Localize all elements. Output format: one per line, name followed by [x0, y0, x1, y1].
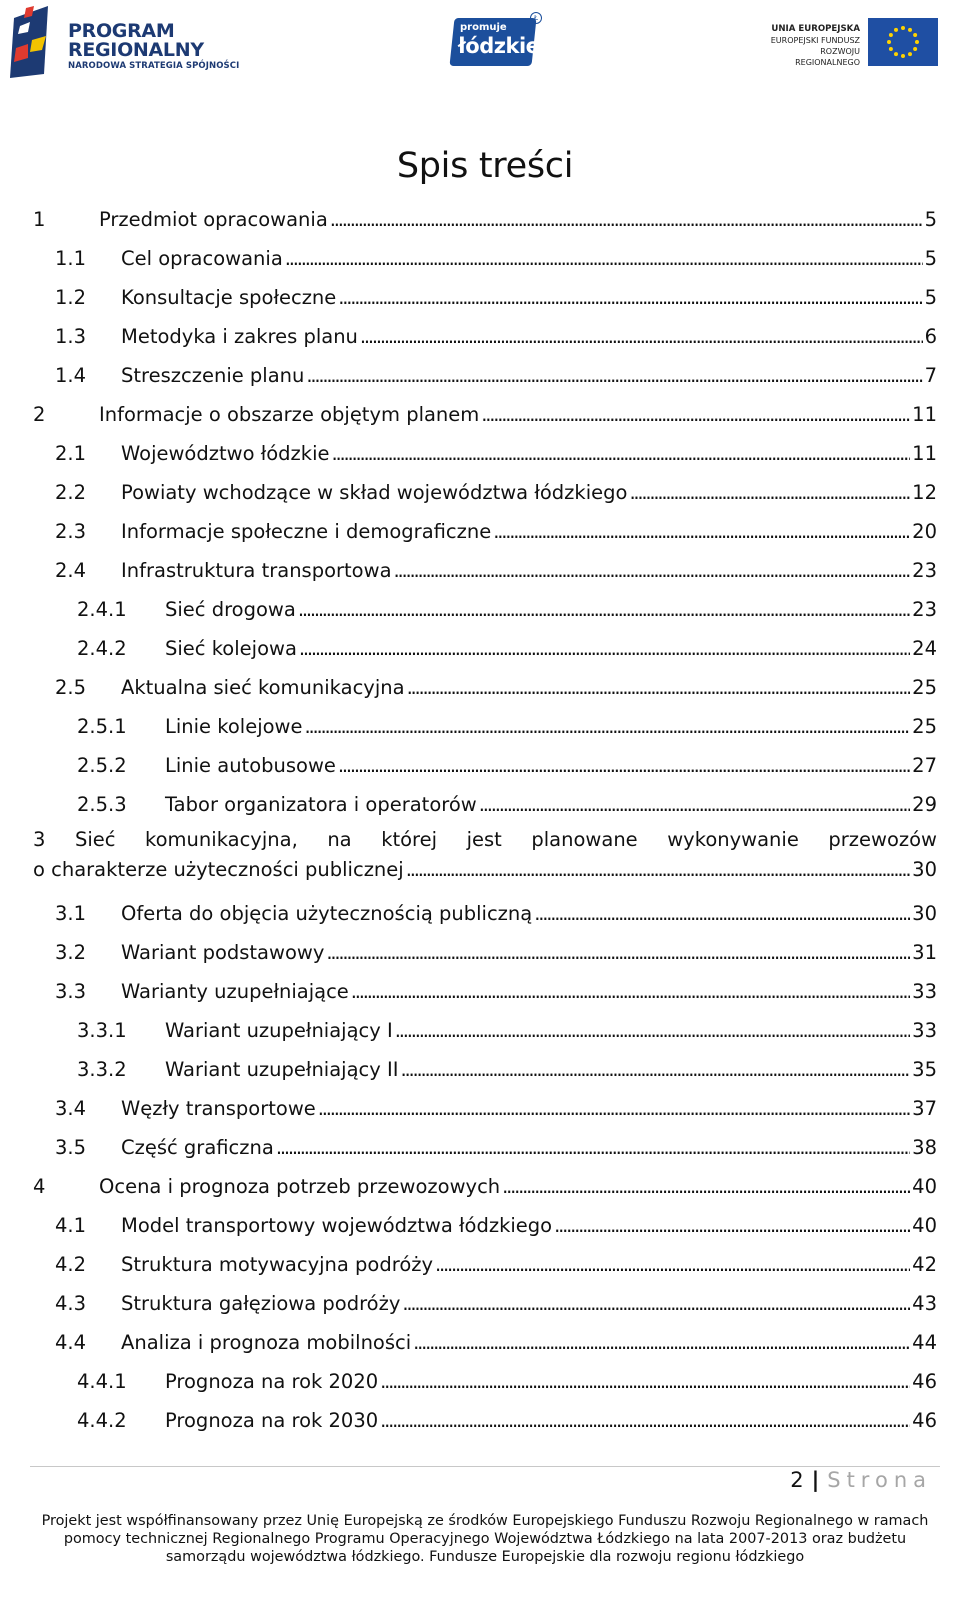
- toc-entry-title: Prognoza na rok 2020: [165, 1370, 379, 1393]
- toc-leader-dots: [554, 1214, 910, 1237]
- toc-leader-dots: [360, 325, 923, 348]
- footer-note: [0, 1512, 960, 1566]
- promuje-lodzkie-logo: [452, 12, 542, 68]
- eu-logo: [756, 14, 940, 68]
- toc-entry-number: 3.3: [55, 980, 87, 1003]
- toc-entry-number: 3.1: [55, 902, 87, 925]
- page-number-value: 2: [790, 1468, 804, 1492]
- toc-entry-number: 2.2: [55, 481, 87, 504]
- toc-entry-title: Cel opracowania: [121, 247, 283, 270]
- toc-entry-1-4[interactable]: [33, 356, 937, 395]
- toc-entry-3-3-1[interactable]: [33, 1011, 937, 1050]
- toc-entry-1[interactable]: [33, 200, 937, 239]
- toc-leader-dots: [351, 980, 910, 1003]
- toc-entry-title: Struktura gałęziowa podróży: [121, 1292, 401, 1315]
- toc-entry-title-continued: o charakterze użyteczności publicznej: [33, 858, 404, 881]
- toc-entry-title-word: na: [327, 828, 352, 851]
- toc-entry-title-word: Sieć: [74, 828, 116, 851]
- program-regionalny-logo: [6, 4, 246, 82]
- toc-entry-3[interactable]: [33, 824, 937, 894]
- toc-entry-title: Przedmiot opracowania: [99, 208, 328, 231]
- program-regionalny-emblem-icon: [6, 4, 62, 80]
- toc-leader-dots: [285, 247, 923, 270]
- eu-flag-icon: [868, 18, 938, 66]
- toc-entry-4[interactable]: [33, 1167, 937, 1206]
- toc-entry-title: Wariant podstawowy: [121, 941, 325, 964]
- toc-entry-number: 3.3.2: [77, 1058, 127, 1081]
- toc-entry-number: 2.5: [55, 676, 87, 699]
- footer-line-2: pomocy technicznej Regionalnego Programu Operacyjnego Województwa Łódzkiego na lata 2007-2013 oraz budżetu: [63, 1531, 907, 1547]
- toc-leader-dots: [413, 1331, 910, 1354]
- toc-entry-number: 2.5.1: [77, 715, 127, 738]
- toc-entry-page: 5: [924, 208, 937, 231]
- toc-entry-page: 35: [912, 1058, 937, 1081]
- eu-star-icon: [894, 52, 898, 56]
- toc-entry-page: 11: [912, 403, 937, 426]
- toc-leader-dots: [330, 208, 923, 231]
- toc-leader-dots: [395, 1019, 910, 1042]
- toc-entry-title: Sieć drogowa: [165, 598, 296, 621]
- toc-entry-2-5-2[interactable]: [33, 746, 937, 785]
- eu-text-union: UNIA EUROPEJSKA: [771, 24, 860, 34]
- toc-leader-dots: [406, 858, 910, 881]
- eu-star-icon: [901, 26, 905, 30]
- toc-leader-dots: [479, 793, 910, 816]
- toc-leader-dots: [407, 676, 911, 699]
- logo-text-program: PROGRAM: [68, 20, 175, 42]
- toc-entry-3-5[interactable]: [33, 1128, 937, 1167]
- toc-entry-page: 6: [924, 325, 937, 348]
- toc-entry-2-4-1[interactable]: [33, 590, 937, 629]
- toc-entry-number: 4.4.2: [77, 1409, 127, 1432]
- eu-star-icon: [908, 52, 912, 56]
- toc-entry-2-3[interactable]: [33, 512, 937, 551]
- toc-leader-dots: [493, 520, 910, 543]
- toc-entry-page: 20: [912, 520, 937, 543]
- toc-entry-page: 46: [912, 1370, 937, 1393]
- toc-entry-page: 33: [912, 1019, 937, 1042]
- toc-entry-title: Aktualna sieć komunikacyjna: [121, 676, 405, 699]
- page-title: Spis treści: [396, 146, 574, 186]
- toc-entry-number: 1: [33, 208, 46, 231]
- toc-entry-number: 4.3: [55, 1292, 87, 1315]
- toc-entry-number: 4.4.1: [77, 1370, 127, 1393]
- toc-entry-3-3-2[interactable]: [33, 1050, 937, 1089]
- toc-entry-4-1[interactable]: [33, 1206, 937, 1245]
- toc-entry-title: Ocena i prognoza potrzeb przewozowych: [99, 1175, 501, 1198]
- toc-entry-title: Wariant uzupełniający I: [165, 1019, 393, 1042]
- toc-entry-2-4[interactable]: [33, 551, 937, 590]
- toc-entry-3-3[interactable]: [33, 972, 937, 1011]
- toc-entry-title: Informacje społeczne i demograficzne: [121, 520, 492, 543]
- footer-line-3: samorządu województwa łódzkiego. Fundusze Europejskie dla rozwoju regionu łódzkiego: [165, 1549, 805, 1565]
- toc-entry-number: 4: [33, 1175, 46, 1198]
- toc-entry-page: 38: [912, 1136, 937, 1159]
- toc-entry-2-1[interactable]: [33, 434, 937, 473]
- toc-entry-page: 23: [912, 559, 937, 582]
- eu-star-icon: [889, 47, 893, 51]
- toc-entry-title: Prognoza na rok 2030: [165, 1409, 379, 1432]
- toc-entry-2-5[interactable]: [33, 668, 937, 707]
- toc-entry-number: 3.4: [55, 1097, 87, 1120]
- toc-entry-title-word: przewozów: [828, 828, 937, 851]
- toc-entry-number: 4.4: [55, 1331, 87, 1354]
- toc-entry-1-3[interactable]: [33, 317, 937, 356]
- toc-entry-4-2[interactable]: [33, 1245, 937, 1284]
- toc-entry-page: 7: [924, 364, 937, 387]
- toc-entry-4-3[interactable]: [33, 1284, 937, 1323]
- page-number-label: Strona: [827, 1468, 932, 1492]
- toc-entry-page: 24: [912, 637, 937, 660]
- toc-leader-dots: [338, 286, 922, 309]
- toc-entry-number: 1.4: [55, 364, 87, 387]
- toc-leader-dots: [306, 364, 922, 387]
- toc-entry-3-2[interactable]: [33, 933, 937, 972]
- footer-line-1: Projekt jest współfinansowany przez Unię Europejską ze środków Europejskiego Funduszu Rozwoju Regionalnego w ramach: [41, 1513, 929, 1529]
- toc-entry-2-5-3[interactable]: [33, 785, 937, 824]
- toc-leader-dots: [318, 1097, 910, 1120]
- toc-entry-title-word: której: [381, 828, 438, 851]
- toc-entry-number: 4.1: [55, 1214, 87, 1237]
- toc-entry-page: 29: [912, 793, 937, 816]
- toc-entry-page: 46: [912, 1409, 937, 1432]
- page-number-separator: |: [811, 1468, 820, 1492]
- toc-entry-number: 2.5.2: [77, 754, 127, 777]
- toc-entry-page: 25: [912, 676, 937, 699]
- toc-leader-dots: [298, 598, 910, 621]
- toc-entry-title: Model transportowy województwa łódzkiego: [121, 1214, 553, 1237]
- toc-entry-title: Linie autobusowe: [165, 754, 336, 777]
- toc-entry-1-1[interactable]: [33, 239, 937, 278]
- toc-entry-title: Warianty uzupełniające: [121, 980, 349, 1003]
- toc-entry-title: Analiza i prognoza mobilności: [121, 1331, 412, 1354]
- toc-entry-number: 2.5.3: [77, 793, 127, 816]
- toc-entry-number: 2.4.2: [77, 637, 127, 660]
- toc-leader-dots: [380, 1370, 910, 1393]
- toc-entry-title: Sieć kolejowa: [165, 637, 297, 660]
- table-of-contents: [33, 200, 937, 1440]
- toc-leader-dots: [481, 403, 910, 426]
- toc-entry-3-4[interactable]: [33, 1089, 937, 1128]
- toc-entry-title: Konsultacje społeczne: [121, 286, 337, 309]
- toc-entry-title: Infrastruktura transportowa: [121, 559, 392, 582]
- lodzkie-text: łódzkie: [458, 34, 540, 58]
- toc-leader-dots: [276, 1136, 910, 1159]
- toc-entry-page: 25: [912, 715, 937, 738]
- toc-entry-number: 1.3: [55, 325, 87, 348]
- toc-leader-dots: [629, 481, 910, 504]
- toc-entry-page: 12: [912, 481, 937, 504]
- toc-entry-3-1[interactable]: [33, 894, 937, 933]
- toc-entry-page: 23: [912, 598, 937, 621]
- toc-entry-number: 3.5: [55, 1136, 87, 1159]
- toc-leader-dots: [534, 902, 910, 925]
- toc-entry-number: 1.2: [55, 286, 87, 309]
- toc-entry-2-4-2[interactable]: [33, 629, 937, 668]
- toc-entry-1-2[interactable]: [33, 278, 937, 317]
- toc-entry-page: 42: [912, 1253, 937, 1276]
- logo-text-subtitle: NARODOWA STRATEGIA SPÓJNOŚCI: [68, 61, 240, 71]
- toc-entry-4-4-2[interactable]: [33, 1401, 937, 1440]
- toc-entry-title-word: wykonywanie: [667, 828, 799, 851]
- toc-entry-title: Województwo łódzkie: [121, 442, 330, 465]
- toc-entry-title: Część graficzna: [121, 1136, 274, 1159]
- toc-entry-page: 5: [924, 247, 937, 270]
- toc-entry-page: 33: [912, 980, 937, 1003]
- eu-star-icon: [894, 28, 898, 32]
- toc-entry-4-4[interactable]: [33, 1323, 937, 1362]
- page-number: [790, 1468, 932, 1492]
- toc-leader-dots: [338, 754, 910, 777]
- toc-entry-number: 1.1: [55, 247, 87, 270]
- toc-entry-page: 5: [924, 286, 937, 309]
- toc-entry-2-2[interactable]: [33, 473, 937, 512]
- toc-entry-page: 11: [912, 442, 937, 465]
- toc-entry-title: Streszczenie planu: [121, 364, 305, 387]
- toc-entry-title-word: komunikacyjna,: [145, 828, 298, 851]
- toc-leader-dots: [401, 1058, 911, 1081]
- toc-leader-dots: [305, 715, 911, 738]
- lodzkie-mark-icon: Ł: [530, 12, 542, 24]
- eu-text-regional: ROZWOJU REGIONALNEGO: [795, 47, 860, 67]
- toc-entry-2-5-1[interactable]: [33, 707, 937, 746]
- eu-star-icon: [889, 33, 893, 37]
- toc-entry-page: 37: [912, 1097, 937, 1120]
- toc-entry-page: 30: [912, 902, 937, 925]
- eu-star-icon: [913, 33, 917, 37]
- eu-star-icon: [908, 28, 912, 32]
- toc-leader-dots: [299, 637, 910, 660]
- toc-entry-page: 30: [912, 858, 937, 881]
- toc-entry-title-word: jest: [466, 828, 502, 851]
- eu-star-icon: [913, 47, 917, 51]
- toc-entry-page: 40: [912, 1175, 937, 1198]
- toc-entry-page: 44: [912, 1331, 937, 1354]
- toc-entry-title: Wariant uzupełniający II: [165, 1058, 399, 1081]
- toc-entry-page: 43: [912, 1292, 937, 1315]
- logo-text-regionalny: REGIONALNY: [68, 39, 204, 61]
- toc-entry-number: 3: [33, 828, 46, 851]
- toc-entry-number: 2.1: [55, 442, 87, 465]
- toc-leader-dots: [332, 442, 911, 465]
- toc-entry-number: 3.3.1: [77, 1019, 127, 1042]
- promuje-text: promuje: [460, 22, 507, 33]
- footer-divider: [30, 1466, 940, 1467]
- toc-leader-dots: [402, 1292, 910, 1315]
- toc-entry-title: Metodyka i zakres planu: [121, 325, 358, 348]
- toc-entry-number: 2.3: [55, 520, 87, 543]
- toc-entry-4-4-1[interactable]: [33, 1362, 937, 1401]
- toc-entry-number: 3.2: [55, 941, 87, 964]
- toc-entry-number: 4.2: [55, 1253, 87, 1276]
- toc-entry-page: 40: [912, 1214, 937, 1237]
- toc-entry-title: Powiaty wchodzące w skład województwa łódzkiego: [121, 481, 628, 504]
- toc-entry-2[interactable]: [33, 395, 937, 434]
- toc-entry-number: 2: [33, 403, 46, 426]
- eu-text-fund: EUROPEJSKI FUNDUSZ: [770, 36, 860, 45]
- toc-entry-title: Linie kolejowe: [165, 715, 303, 738]
- toc-entry-page: 27: [912, 754, 937, 777]
- toc-leader-dots: [326, 941, 910, 964]
- toc-entry-number: 2.4.1: [77, 598, 127, 621]
- toc-entry-page: 31: [912, 941, 937, 964]
- toc-entry-title: Tabor organizatora i operatorów: [165, 793, 477, 816]
- toc-leader-dots: [380, 1409, 910, 1432]
- toc-entry-title-word: planowane: [531, 828, 638, 851]
- eu-star-icon: [915, 40, 919, 44]
- toc-leader-dots: [502, 1175, 910, 1198]
- toc-entry-title: Oferta do objęcia użytecznością publiczną: [121, 902, 533, 925]
- toc-entry-title: Informacje o obszarze objętym planem: [99, 403, 480, 426]
- toc-leader-dots: [394, 559, 911, 582]
- toc-leader-dots: [435, 1253, 910, 1276]
- toc-entry-title: Węzły transportowe: [121, 1097, 316, 1120]
- toc-entry-number: 2.4: [55, 559, 87, 582]
- eu-star-icon: [887, 40, 891, 44]
- eu-star-icon: [901, 54, 905, 58]
- toc-entry-title: Struktura motywacyjna podróży: [121, 1253, 434, 1276]
